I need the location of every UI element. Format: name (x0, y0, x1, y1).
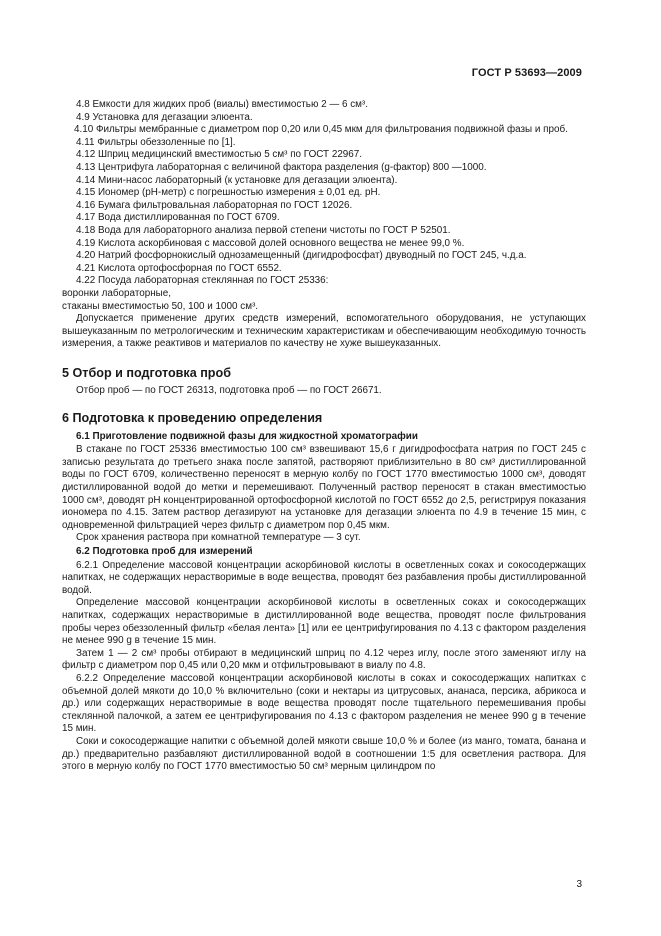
list-item-text: 4.18 Вода для лабораторного анализа первой степени чистоты по ГОСТ Р 52501. (76, 224, 451, 236)
list-item (62, 288, 586, 301)
section-6-2-1-paragraph: 6.2.1 Определение массовой концентрации аскорбиновой кислоты в осветленных соках и сокосодержащих напитках, не содержащих нерастворимые в воде вещества, проводят без разбавления пробы дистиллированной водой. (62, 559, 586, 596)
list-item (76, 263, 586, 276)
section-5-title: 5 Отбор и подготовка проб (62, 365, 231, 380)
section-6-2-1-paragraph-3: Затем 1 — 2 см³ пробы отбирают в медицинский шприц по 4.12 через иглу, после этого заменяют иглу на фильтр с диаметром пор 0,45 или 0,20 мкм и отфильтровывают в виалу по 4.8. (62, 647, 586, 672)
section-5-text: Отбор проб — по ГОСТ 26313, подготовка проб — по ГОСТ 26671. (76, 385, 382, 397)
list-item-text: 4.16 Бумага фильтровальная лабораторная по ГОСТ 12026. (76, 199, 353, 211)
list-item (76, 99, 586, 112)
list-item-text: 4.8 Емкости для жидких проб (виалы) вместимостью 2 — 6 см³. (76, 99, 368, 110)
section-6-1-storage: Срок хранения раствора при комнатной температуре — 3 сут. (76, 532, 361, 544)
list-item (76, 212, 586, 225)
document-header-id: ГОСТ Р 53693—2009 (471, 67, 582, 79)
list-item-text: 4.9 Установка для дегазации элюента. (76, 111, 253, 123)
list-item (76, 275, 586, 288)
list-item-text: 4.20 Натрий фосфорнокислый однозамещенный (дигидрофосфат) двуводный по ГОСТ 245, ч.д.а. (76, 250, 527, 262)
section-6-title: 6 Подготовка к проведению определения (62, 411, 323, 426)
list-item (76, 200, 586, 213)
list-item (76, 112, 586, 125)
section-6-2-1-paragraph-2: Определение массовой концентрации аскорбиновой кислоты в осветленных соках и сокосодержащих напитках, содержащих нерастворимые в дистиллированной воде вещества, проводят после фильтрования пробы через обеззоленный фильтр «белая лента» [1] или ее центрифугирования по 4.13 с фактором разделения не менее 990 g в течение 15 мин. (62, 597, 586, 647)
section-6-2-2-paragraph-2: Соки и сокосодержащие напитки с объемной долей мякоти свыше 10,0 % и более (из манго, томата, банана и др.) предварительно разбавляют дистиллированной водой в соотношении 1:5 для осветления раствора. Для этого в мерную колбу по ГОСТ 1770 вместимостью 50 см³ мерным цилиндром по (62, 735, 586, 773)
list-item (76, 175, 586, 188)
document-body (62, 99, 586, 774)
list-item (76, 225, 586, 238)
list-item-text: 4.11 Фильтры обеззоленные по [1]. (76, 136, 236, 148)
list-item (76, 137, 586, 150)
list-item (76, 238, 586, 251)
list-item-text: 4.14 Мини-насос лабораторный (к установке для дегазации элюента). (76, 174, 398, 186)
list-item (76, 250, 586, 263)
section-6-2-2-paragraph: 6.2.2 Определение массовой концентрации аскорбиновой кислоты в соках и сокосодержащих напитках с объемной долей мякоти до 10,0 % включительно (соки и нектары из цитрусовых, ананаса, персика, абрикоса и др.) или содержащих нерастворимые в воде вещества проводят после тщательного перемешивания пробы стеклянной палочкой, а затем ее центрифугирования по 4.13 с фактором разделения не менее 990 g в течение 15 мин. (62, 672, 586, 735)
list-item-text: 4.15 Иономер (рН-метр) с погрешностью измерения ± 0,01 ед. рН. (76, 187, 381, 199)
list-item-text: 4.19 Кислота аскорбиновая с массовой долей основного вещества не менее 99,0 %. (76, 237, 465, 249)
list-item-text: 4.21 Кислота ортофосфорная по ГОСТ 6552. (76, 262, 282, 274)
list-item (62, 301, 586, 314)
list-item (76, 162, 586, 175)
list-item-text: 4.22 Посуда лабораторная стеклянная по ГОСТ 25336: (76, 275, 329, 287)
section-6-2-title: 6.2 Подготовка проб для измерений (76, 546, 253, 557)
list-item (76, 149, 586, 162)
section-6-1-title: 6.1 Приготовление подвижной фазы для жидкостной хроматографии (76, 430, 418, 442)
list-item-text: стаканы вместимостью 50, 100 и 1000 см³. (62, 300, 259, 312)
list-item-text: 4.10 Фильтры мембранные с диаметром пор 0,20 или 0,45 мкм для фильтрования подвижной фазы и проб. (74, 124, 568, 136)
list-item (76, 187, 586, 200)
list-item-text: воронки лабораторные, (62, 287, 171, 299)
list-item-text: 4.17 Вода дистиллированная по ГОСТ 6709. (76, 212, 280, 224)
list-item-text: 4.13 Центрифуга лабораторная с величиной фактора разделения (g-фактор) 800 —1000. (76, 161, 487, 173)
list-item (74, 124, 586, 137)
section-6-1-paragraph: В стакане по ГОСТ 25336 вместимостью 100 см³ взвешивают 15,6 г дигидрофосфата натрия по ГОСТ 245 с записью результата до третьего знака после запятой, растворяют приблизительно в 80 см³ дистиллированной воды по ГОСТ 6709, количественно переносят в мерную колбу по ГОСТ 1770 вместимостью 1000 см³, доводят дистиллированной водой до метки и перемешивают. Полученный раствор переносят в стакан вместимостью 1000 см³, доводят рН концентрированной ортофосфорной кислотой по ГОСТ 6552 до 2,5, регистрируя показания иономера по 4.15. Затем раствор дегазируют на установке для дегазации элюента по 4.9 в течение 15 мин, с одновременной фильтрацией через фильтр с диаметром пор 0,45 мкм. (62, 444, 586, 531)
page-number: 3 (576, 879, 582, 890)
list-item-text: 4.12 Шприц медицинский вместимостью 5 см³ по ГОСТ 22967. (76, 149, 363, 161)
paragraph-admitted: Допускается применение других средств измерений, вспомогательного оборудования, не уступающих вышеуказанным по метрологическим и техническим характеристикам и обеспечивающим необходимую точность измерения, а также реактивов и материалов по качеству не хуже вышеуказанных. (62, 313, 586, 350)
